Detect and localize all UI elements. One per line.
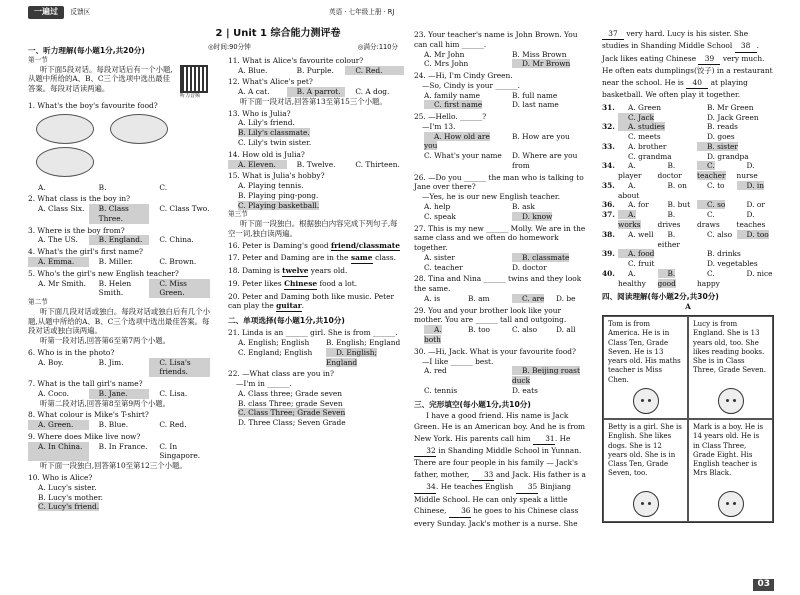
option-a[interactable]: A. English; English (238, 337, 310, 347)
question-2 (28, 194, 210, 223)
option-a[interactable]: A. Green (628, 102, 661, 112)
option-c[interactable]: C. Mrs John (424, 59, 469, 69)
question-8 (28, 410, 210, 430)
option-c[interactable]: C. Playing basketball. (238, 200, 320, 210)
option-b[interactable]: B. am (468, 293, 490, 303)
option-d[interactable]: D. all (556, 325, 576, 335)
time-limit: ◎时间:90分钟 (208, 43, 251, 52)
blank-37[interactable]: 37 (602, 28, 624, 40)
fill-text: years old. (308, 266, 348, 276)
option-b[interactable]: B. Purple. (296, 65, 334, 75)
fill-text: class. (372, 253, 396, 263)
option-c[interactable]: C. Lucy's friend. (38, 502, 100, 512)
option-a[interactable]: A. The US. (38, 235, 78, 245)
question-stem: 15. What is Julia's hobby? (228, 171, 325, 181)
reading-card (603, 419, 688, 522)
test-title: 2 | Unit 1 综合能力测评卷 (215, 28, 341, 39)
question-line: —Yes, he is our new English teacher. (422, 192, 560, 202)
option-a[interactable]: A. In China. (28, 442, 89, 462)
question-22 (228, 369, 404, 428)
question-stem: 10. Who is Alice? (28, 472, 93, 482)
option-number: 32. (602, 122, 615, 132)
option-number (602, 132, 616, 142)
option-a[interactable]: C. fruit (628, 259, 655, 269)
question-stem: 6. Who is in the photo? (28, 347, 115, 357)
cloze-option-row (602, 132, 774, 142)
option-d[interactable]: D. Mr Brown (512, 59, 570, 68)
option-a[interactable]: A. Emma. (28, 257, 89, 267)
question-stem: 1. What's the boy's favourite food? (28, 101, 158, 111)
option-a[interactable]: C. meets (628, 132, 661, 142)
question-stem: 2. What class is the boy in? (28, 194, 131, 204)
option-c[interactable]: C. to (707, 180, 725, 190)
option-c[interactable]: C. tennis (424, 385, 458, 395)
fill-text: 19. Peter likes (228, 278, 285, 288)
option-number: 37. (602, 210, 615, 220)
option-d[interactable]: D. Where are you from (512, 151, 578, 170)
option-b[interactable]: B. Jim. (98, 357, 124, 367)
question-stem: 7. What is the tall girl's name? (28, 379, 143, 389)
question-stem: 22. —What class are you in? (228, 369, 334, 379)
fill-text: 18. Daming is (228, 266, 283, 276)
option-b[interactable]: B. Mr Green (707, 102, 754, 112)
page-number: 03 (753, 579, 774, 591)
option-d[interactable]: D. know (512, 212, 552, 221)
girl-face-icon (718, 388, 744, 414)
subject-label: 英语 · 七年级上册 · RJ (329, 8, 395, 16)
instruction: 听第一段对话,回答第6至第7两个小题。 (40, 336, 171, 346)
option-d[interactable]: D. nice (746, 268, 773, 278)
reading-card (688, 316, 773, 419)
option-c[interactable]: C. happy (697, 268, 720, 288)
fill-16 (228, 241, 404, 252)
question-23 (414, 30, 590, 69)
option-b[interactable]: B. sister (697, 142, 738, 151)
passage-text: in Shanding Middle School in Yunnan. There are four people in his family — Jack's father, mother, (414, 445, 582, 479)
option-number: 36. (602, 200, 615, 210)
question-7 (28, 379, 210, 399)
option-c[interactable]: C. England; English (238, 347, 313, 357)
option-b[interactable]: B. ask (512, 202, 535, 212)
question-stem: 29. You and your brother look like your mother. You are ______ tall and outgoing. (414, 305, 567, 325)
section-2-title: 二、单项选择(每小题1分,共10分) (228, 316, 345, 326)
option-c[interactable]: C. Red. (159, 420, 187, 430)
question-stem: 4. What's the girl's first name? (28, 247, 144, 257)
option-b[interactable]: B. classmate (512, 253, 569, 262)
option-a[interactable]: A. Blue. (238, 65, 268, 75)
question-stem: 28. Tina and Nina ______ twins and they look the same. (414, 274, 582, 294)
option-c[interactable]: C. speak (424, 211, 456, 221)
blank-34[interactable]: 34 (414, 481, 436, 493)
option-b[interactable]: B. How are you (512, 131, 570, 141)
fill-17 (228, 253, 404, 264)
fill-text: . (301, 301, 304, 311)
question-line: —So, Cindy is your ______. (422, 80, 520, 90)
option-a[interactable]: A. player (618, 161, 642, 181)
full-score: ◎满分:110分 (357, 43, 398, 52)
option-b[interactable]: B. class Three; grade Seven (238, 398, 343, 408)
option-number: 35. (602, 180, 615, 190)
cloze-option-row (602, 142, 774, 152)
fill-20 (228, 292, 404, 313)
question-28 (414, 274, 590, 303)
option-a[interactable]: A. Green. (28, 420, 89, 430)
option-b[interactable]: B. full name (512, 90, 558, 100)
qr-label: 听力音频 (180, 92, 201, 99)
reading-card (603, 316, 688, 419)
question-line: —I'm in ______. (236, 379, 292, 389)
option-b[interactable]: B. on (667, 180, 687, 190)
option-b[interactable]: B. doctor (657, 161, 682, 181)
option-c[interactable]: C. A dog. (355, 87, 390, 97)
option-a[interactable]: A. both (424, 325, 442, 344)
option-number: 34. (602, 161, 615, 171)
question-stem: 8. What colour is Mike's T-shirt? (28, 410, 149, 420)
cloze-option-row (602, 122, 774, 132)
option-a[interactable]: A. Eleven. (228, 160, 287, 170)
option-a[interactable]: A. Boy. (38, 357, 64, 367)
option-d[interactable]: D. teaches (736, 210, 766, 229)
question-12 (228, 77, 404, 97)
column-4 (602, 28, 774, 523)
option-a[interactable]: A. Class Six. (38, 204, 85, 214)
option-a[interactable]: A. Class three; Grade seven (238, 388, 343, 398)
blank-31[interactable]: 31 (533, 433, 555, 445)
food-pictures (28, 114, 210, 180)
option-a[interactable]: A. (38, 182, 46, 192)
blank-36[interactable]: 36 (449, 505, 471, 517)
option-c[interactable]: C. also (707, 229, 733, 239)
cloze-option-row (602, 269, 774, 289)
passage-text: very much. He often eats dumplings(饺子) in a restaurant near the school. He is (602, 53, 773, 87)
section-3-title: 三、完形填空(每小题1分,共10分) (414, 399, 531, 409)
option-c[interactable]: C. are (512, 294, 544, 303)
passage-text: I have a good friend. His name is Jack Green. He is an American boy. And he is from New York. His parents call him (414, 410, 586, 443)
boy-face-icon (718, 491, 744, 517)
question-25 (414, 112, 590, 171)
cloze-option-row (602, 161, 774, 181)
option-a[interactable]: A. A cat. (238, 87, 270, 97)
question-27 (414, 224, 590, 273)
qr-code (180, 65, 210, 100)
question-stem: 13. Who is Julia? (228, 108, 291, 118)
question-4 (28, 247, 210, 267)
option-b[interactable]: D. grandpa (707, 151, 749, 161)
option-b[interactable]: B. Jane. (89, 389, 150, 399)
fill-18 (228, 266, 404, 277)
option-d[interactable]: D. Three Class; Seven Grade (238, 418, 346, 428)
option-number: 38. (602, 229, 615, 239)
option-a[interactable]: A. Lucy's sister. (38, 482, 97, 492)
reading-card (688, 419, 773, 522)
fill-answer[interactable]: guitar (276, 301, 302, 311)
option-d[interactable]: D. nurse (736, 161, 758, 181)
reading-sub-a: A (685, 302, 691, 312)
option-number: 33. (602, 141, 615, 151)
option-b[interactable]: B. Lily's classmate. (238, 128, 310, 138)
option-b[interactable]: B. English; England (326, 337, 401, 347)
fill-answer[interactable]: friend/classmate (330, 240, 400, 250)
option-b[interactable]: B. Beijing roast duck (512, 366, 580, 386)
salad-picture (36, 147, 94, 177)
option-b[interactable]: B. Miller. (98, 256, 133, 266)
option-c[interactable]: C. (159, 182, 168, 192)
question-6 (28, 348, 210, 377)
option-c[interactable]: C. first name (424, 100, 482, 109)
option-d[interactable]: D. too (737, 230, 769, 239)
question-14 (228, 150, 404, 170)
section-4-title: 四、阅读理解(每小题2分,共30分) (602, 292, 719, 302)
option-b[interactable]: B. Miss Brown (512, 49, 567, 59)
option-b[interactable]: B. (98, 182, 107, 192)
option-b[interactable]: B. good (657, 268, 676, 288)
instruction: 听下面5段对话。每段对话后有一个小题,从题中所给的A、B、C三个选项中选出最佳答案。每段对话读两遍。 (28, 64, 173, 94)
option-b[interactable]: B. reads (707, 122, 738, 132)
option-b[interactable]: B. England. (89, 235, 150, 245)
option-c[interactable]: C. teacher (424, 262, 463, 272)
column-2 (208, 27, 404, 428)
column-1 (28, 42, 210, 512)
option-d[interactable]: D. English; England (326, 347, 378, 367)
noodles-picture (36, 114, 94, 144)
option-d[interactable]: D. last name (512, 100, 559, 110)
instruction: 听下面一段独白,回答第10至第12三个小题。 (40, 461, 187, 471)
option-b[interactable]: D. vegetables (707, 259, 758, 269)
option-c[interactable]: C. Lisa. (159, 388, 188, 398)
question-stem: 23. Your teacher's name is John Brown. You can call him ______. (414, 30, 578, 49)
option-d[interactable]: D. in (737, 181, 764, 190)
option-number: 40. (602, 268, 615, 278)
cloze-passage-cont (602, 28, 774, 101)
option-a[interactable]: A. Playing tennis. (238, 181, 304, 191)
option-a[interactable]: A. red (424, 366, 447, 376)
card-text: Lucy is from England. She is 13 years old, too. She likes reading books. She is in Class Three, Grade Seven. (693, 320, 766, 375)
option-a[interactable]: C. Jack (618, 113, 654, 122)
option-a[interactable]: A. works (618, 210, 641, 229)
fill-text: 20. Peter and Daming both like music. Peter can play the (228, 291, 394, 311)
girl-face-icon (633, 491, 659, 517)
option-b[interactable]: B. Lucy's mother. (38, 492, 103, 502)
instruction: 听第二段对话,回答第8至第9两个小题。 (40, 398, 171, 408)
option-a[interactable]: A. about (618, 180, 640, 200)
question-line: —I like ______ best. (422, 356, 494, 366)
fill-text: food a lot. (317, 278, 358, 288)
option-c[interactable]: C. Miss Green. (149, 279, 210, 299)
option-c[interactable]: C. What's your name (424, 151, 502, 161)
question-3 (28, 226, 210, 246)
question-stem: 25. —Hello. ______? (414, 112, 487, 122)
option-d[interactable]: D. eats (512, 385, 538, 395)
question-stem: 3. Where is the boy from? (28, 225, 125, 235)
option-a[interactable]: A. food (618, 249, 654, 258)
cloze-passage: I have a good friend. His name is Jack Green. He is an American boy. And he is from New York. His parents call him 31. He 32 in Shanding Middle School in Yunnan. There are four people in his family — Jack's father, mother, 33 and Jack. His father is a 34. He teaches English 35 Binjiang Middle School. He can only speak a little Chinese, 36 he goes to his Chinese class every Sunday. Jack's mother is a nurse. She (414, 410, 586, 528)
question-10 (28, 473, 210, 512)
option-c[interactable]: C. teacher (697, 161, 726, 181)
header-bar (28, 6, 774, 20)
question-29 (414, 306, 590, 345)
question-stem: 27. This is my new ______ Molly. We are in the same class and we often do homework together. (414, 223, 586, 253)
passage-text: Binjiang Middle School. He can only speak a little Chinese, (414, 482, 572, 516)
option-b[interactable]: D. goes (707, 132, 735, 142)
option-a[interactable]: A. Coco. (38, 388, 69, 398)
option-c[interactable]: C. so (697, 200, 725, 209)
option-number (602, 259, 616, 269)
option-b[interactable]: B. either (657, 229, 680, 249)
question-stem: 12. What's Alice's pet? (228, 77, 313, 87)
option-a[interactable]: A. Mr Smith. (38, 278, 86, 288)
option-a[interactable]: A. Lily's friend. (238, 118, 295, 128)
question-stem: 14. How old is Julia? (228, 149, 305, 159)
cloze-option-row (602, 181, 774, 201)
question-26 (414, 173, 590, 222)
option-c[interactable]: C. Class Three; Grade Seven (238, 408, 346, 418)
cloze-option-row (602, 200, 774, 210)
question-1 (28, 101, 210, 192)
instruction: 听下面一段独白。根据独白内容完成下列句子,每空一词,独白读两遍。 (228, 219, 398, 238)
question-9 (28, 432, 210, 461)
question-stem: 9. Where does Mike live now? (28, 431, 141, 441)
column-3 (414, 28, 590, 529)
option-a[interactable]: C. grandma (628, 151, 672, 161)
fill-answer[interactable]: same (350, 253, 373, 263)
option-a[interactable]: A. healthy (618, 268, 646, 288)
fill-19 (228, 279, 404, 290)
part-3-label: 第三节 (228, 210, 248, 219)
question-30 (414, 347, 590, 396)
option-b[interactable]: B. A parrot. (287, 87, 346, 97)
brand-tag: 一遍过 (28, 6, 64, 19)
card-text: Tom is from America. He is in Class Ten, Grade Seven. He is 13 years old. His maths teacher is Miss Chen. (608, 320, 681, 384)
blank-38[interactable]: 38 (735, 40, 757, 52)
option-c[interactable]: C. also (512, 325, 538, 335)
fill-text: 17. Peter and Daming are in the (228, 253, 351, 263)
cloze-option-row (602, 113, 774, 123)
option-c[interactable]: C. Lily's twin sister. (238, 138, 312, 148)
option-b[interactable]: B. Twelve. (296, 159, 336, 169)
option-a[interactable]: A. sister (424, 252, 455, 262)
option-b[interactable]: D. Jack Green (707, 112, 759, 122)
option-c[interactable]: C. draws (697, 210, 720, 229)
option-b[interactable]: B. Playing ping-pong. (238, 190, 319, 200)
option-a[interactable]: A. family name (424, 90, 480, 100)
feedback-label: 反馈区 (70, 8, 91, 16)
option-a[interactable]: A. How old are you (424, 131, 490, 151)
question-stem: 5. Who's the girl's new English teacher? (28, 268, 179, 278)
option-b[interactable]: B. but (667, 200, 691, 210)
option-c[interactable]: C. Lisa's friends. (149, 358, 210, 378)
option-d[interactable]: D. be (556, 293, 576, 303)
option-b[interactable]: B. Class Three. (89, 204, 150, 224)
option-b[interactable]: B. too (468, 325, 490, 335)
option-a[interactable]: A. help (424, 202, 451, 212)
option-a[interactable]: A. studies (618, 122, 665, 131)
qr-code-image (180, 65, 208, 93)
part-1-label: 第一节 (28, 56, 48, 65)
option-a[interactable]: A. Mr John (424, 49, 465, 59)
passage-text: He (559, 433, 571, 443)
cloze-option-row (602, 210, 774, 230)
question-stem: 11. What is Alice's favourite colour? (228, 55, 364, 65)
passage-text: very hard. Lucy is his sister. She studies in Shanding Middle School (602, 29, 749, 51)
passage-text: and Jack. His father is a (496, 469, 586, 479)
question-line: —I'm 13. (422, 121, 456, 131)
option-d[interactable]: D. doctor (512, 262, 547, 272)
option-c[interactable]: C. In Singapore. (159, 441, 201, 461)
cloze-option-row (602, 103, 774, 113)
option-a[interactable]: A. is (424, 293, 441, 303)
cloze-option-row (602, 249, 774, 259)
option-b[interactable]: B. In France. (98, 441, 148, 451)
blank-35[interactable]: 35 (516, 481, 538, 493)
blank-40[interactable]: 40 (686, 77, 708, 89)
option-b[interactable]: B. Helen Smith. (98, 278, 132, 298)
question-24 (414, 71, 590, 110)
fill-answer[interactable]: Chinese (284, 278, 318, 288)
option-a[interactable]: A. well (628, 229, 654, 239)
option-a[interactable]: A. brother (628, 141, 667, 151)
fish-picture (110, 114, 168, 144)
passage-text: at playing basketball. We often play it together. (602, 77, 748, 100)
option-a[interactable]: A. for (628, 200, 649, 210)
blank-32[interactable]: 32 (414, 445, 436, 457)
cloze-option-row (602, 152, 774, 162)
cloze-option-row (602, 259, 774, 269)
instruction: 听下面几段对话或独白。每段对话或独白后有几个小题,从题中所给的A、B、C三个选项中选出最佳答案。每段对话或独白读两遍。 (28, 306, 210, 336)
cloze-options (602, 103, 774, 289)
option-number: 31. (602, 102, 615, 112)
question-21 (228, 328, 404, 367)
option-number (602, 152, 616, 162)
option-c[interactable]: C. Class Two. (159, 204, 210, 214)
question-stem: 21. Linda is an ______ girl. She is from ______. (228, 328, 398, 338)
option-b[interactable]: B. drives (657, 210, 681, 229)
question-stem: 30. —Hi, Jack. What is your favourite food? (414, 346, 576, 356)
question-11 (228, 56, 404, 76)
passage-text: . Jack likes eating Chinese (602, 41, 759, 63)
fill-answer[interactable]: twelve (282, 266, 309, 276)
boy-face-icon (633, 388, 659, 414)
option-b[interactable]: B. Blue. (98, 420, 129, 430)
option-d[interactable]: D. or (746, 200, 765, 210)
blank-39[interactable]: 39 (698, 53, 720, 65)
option-number (602, 113, 616, 123)
fill-text: 16. Peter is Daming's good (228, 240, 331, 250)
option-b[interactable]: B. drinks (707, 249, 741, 259)
question-13 (228, 109, 404, 148)
option-c[interactable]: C. Brown. (159, 256, 197, 266)
blank-33[interactable]: 33 (472, 469, 494, 481)
part-2-label: 第二节 (28, 298, 48, 307)
option-c[interactable]: C. China. (159, 235, 194, 245)
cloze-option-row (602, 230, 774, 250)
question-5 (28, 269, 210, 298)
card-text: Betty is a girl. She is English. She likes dogs. She is 12 years old. She is in Class Ten, Grade Seven, too. (608, 423, 682, 478)
option-c[interactable]: C. Red. (345, 66, 404, 76)
instruction: 听下面一段对话,回答第13至第15三个小题。 (240, 96, 387, 106)
passage-text: . He teaches English (436, 482, 514, 492)
card-text: Mark is a boy. He is 14 years old. He is in Class Three, Grade Eight. His English teacher is Mrs Black. (693, 423, 764, 478)
option-number: 39. (602, 249, 615, 259)
section-1-title: 一、听力理解(每小题1分,共20分) (28, 46, 145, 55)
question-stem: 24. —Hi, I'm Cindy Green. (414, 71, 513, 81)
option-c[interactable]: C. Thirteen. (355, 159, 400, 169)
passage-text: he goes to his Chinese class every Sunday. Jack's mother is a nurse. She (414, 506, 579, 528)
reading-grid (602, 315, 774, 523)
question-15 (228, 171, 404, 210)
question-stem: 26. —Do you ______ the man who is talking to Jane over there? (414, 172, 584, 192)
